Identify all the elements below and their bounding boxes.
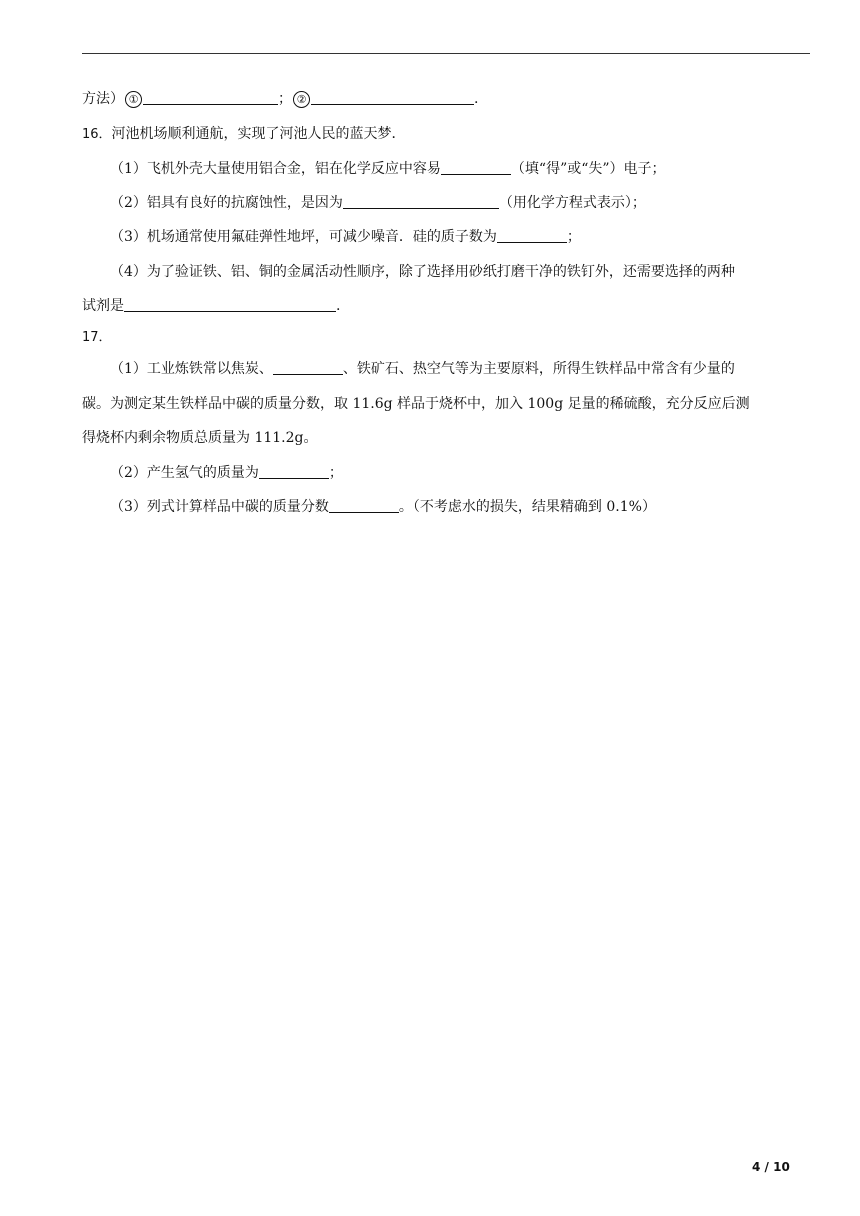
answer-blank-2[interactable]	[311, 90, 474, 105]
q16-part-4-line1	[110, 262, 735, 282]
q16-part-2-hint: （用化学方程式表示）；	[498, 195, 646, 211]
q16-part-3-text: （3）机场通常使用氟硅弹性地坪，可减少噪音．硅的质子数为	[110, 229, 497, 245]
separator: ；	[278, 91, 292, 107]
q16-blank-4[interactable]	[124, 297, 336, 312]
method-prefix: 方法）	[82, 91, 124, 107]
q16-blank-3[interactable]	[497, 228, 567, 243]
q16-part-4-line2	[82, 296, 340, 316]
q17-part-1-text-line2: 碳。为测定某生铁样品中碳的质量分数，取 11.6g 样品于烧杯中，加入 100g 足量的稀硫酸，充分反应后测	[82, 396, 750, 412]
q17-part-3-text: （3）列式计算样品中碳的质量分数	[110, 499, 329, 515]
period: .	[336, 298, 341, 314]
q17-part-3-note: 。（不考虑水的损失，结果精确到 0.1%）	[398, 499, 656, 515]
q16-part-4-label: 试剂是	[82, 298, 124, 314]
q17-part-1-text: （1）工业炼铁常以焦炭、	[110, 361, 273, 377]
q17-part-1-line1	[110, 359, 735, 379]
q17-blank-1[interactable]	[273, 360, 343, 375]
period: .	[474, 91, 479, 107]
q17-blank-2[interactable]	[259, 464, 329, 479]
header-rule	[82, 53, 810, 54]
answer-line-method	[82, 89, 478, 109]
q16-part-1-text: （1）飞机外壳大量使用铝合金，铝在化学反应中容易	[110, 161, 441, 177]
q17-part-2-text: （2）产生氢气的质量为	[110, 465, 259, 481]
q16-blank-1[interactable]	[441, 160, 511, 175]
q16-blank-2[interactable]	[343, 194, 499, 209]
page-number: 4 / 10	[752, 1160, 790, 1174]
q16-part-3-end: ；	[566, 229, 581, 245]
q17-part-2-end: ；	[328, 465, 343, 481]
q16-part-1	[110, 159, 666, 179]
q16-part-3	[110, 227, 581, 247]
q17-part-1-text-cont: 、铁矿石、热空气等为主要原料，所得生铁样品中常含有少量的	[342, 361, 735, 377]
q17-part-3	[110, 497, 656, 517]
q16-part-2-text: （2）铝具有良好的抗腐蚀性，是因为	[110, 195, 343, 211]
q16-part-1-hint: （填“得”或“失”）电子；	[510, 161, 666, 177]
q17-part-1-line3	[82, 428, 318, 448]
q17-part-1-text-line3: 得烧杯内剩余物质总质量为 111.2g。	[82, 430, 318, 446]
q16-part-2	[110, 193, 646, 213]
question-17-stem	[82, 327, 112, 348]
q17-part-2	[110, 463, 343, 483]
q17-blank-3[interactable]	[329, 498, 399, 513]
question-number: 17．	[82, 330, 112, 345]
answer-blank-1[interactable]	[143, 90, 278, 105]
circled-one: ①	[125, 91, 142, 108]
q16-part-4-text: （4）为了验证铁、铝、铜的金属活动性顺序，除了选择用砂纸打磨干净的铁钉外，还需要选择的两种	[110, 264, 735, 280]
q17-part-1-line2	[82, 394, 750, 414]
question-number: 16．	[82, 127, 112, 142]
question-stem: 河池机场顺利通航，实现了河池人民的蓝天梦．	[111, 126, 406, 142]
question-16-stem	[82, 124, 406, 145]
circled-two: ②	[293, 91, 310, 108]
